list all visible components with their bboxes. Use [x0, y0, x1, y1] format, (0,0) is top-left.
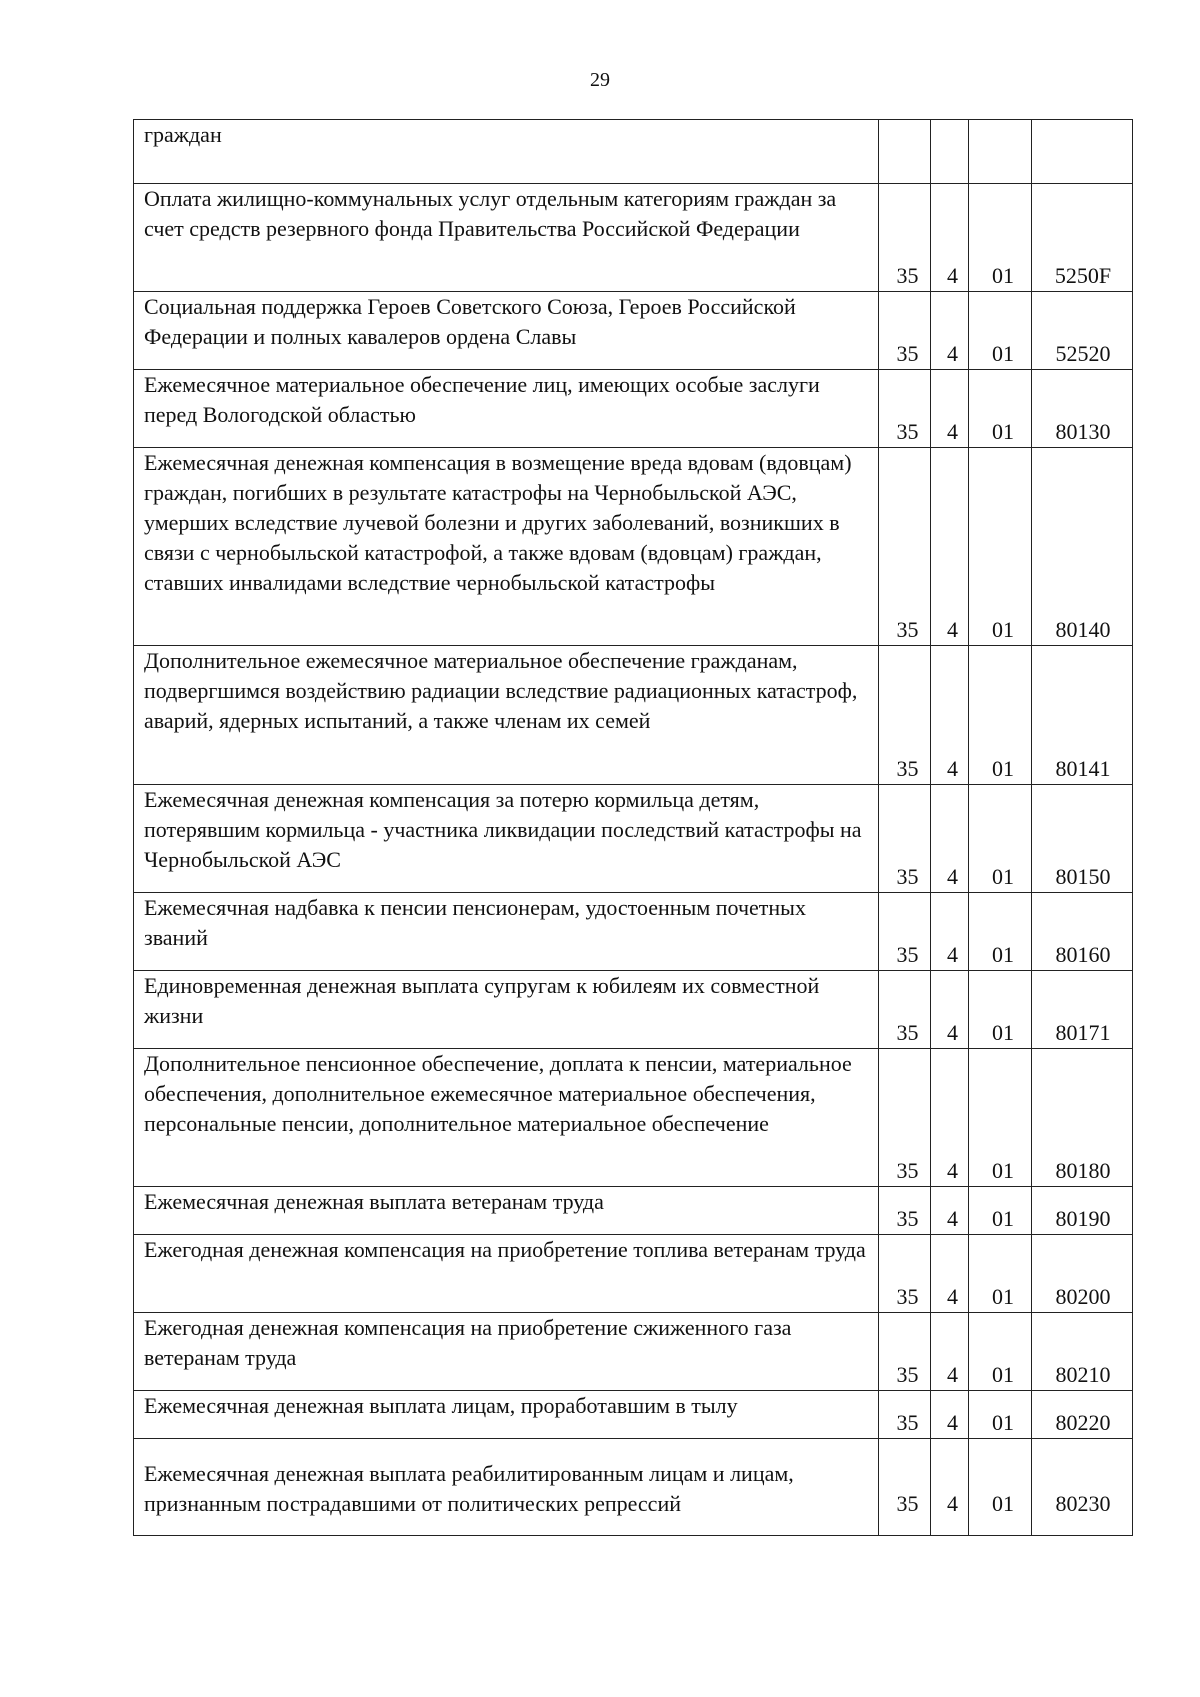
- row-code-subprogram: 4: [931, 1235, 969, 1313]
- row-code-direction: 80220: [1032, 1391, 1133, 1439]
- row-code-main-activity: 01: [969, 785, 1032, 893]
- row-code-direction: 80140: [1032, 448, 1133, 646]
- table-row: [134, 1313, 1133, 1391]
- row-description: Единовременная денежная выплата супругам к юбилеям их совместной жизни: [134, 971, 879, 1049]
- row-code-direction: 80171: [1032, 971, 1133, 1049]
- row-code-subprogram: 4: [931, 646, 969, 785]
- table-row: [134, 1391, 1133, 1439]
- row-code-program: 35: [879, 971, 931, 1049]
- row-code-program: 35: [879, 448, 931, 646]
- row-code-direction: 80210: [1032, 1313, 1133, 1391]
- row-code-subprogram: 4: [931, 448, 969, 646]
- row-code-subprogram: 4: [931, 1049, 969, 1187]
- row-description: Оплата жилищно-коммунальных услуг отдельным категориям граждан за счет средств резервного фонда Правительства Российской Федерации: [134, 184, 879, 292]
- table-row: [134, 1049, 1133, 1187]
- table-row: [134, 893, 1133, 971]
- row-description: Ежегодная денежная компенсация на приобретение топлива ветеранам труда: [134, 1235, 879, 1313]
- row-code-subprogram: 4: [931, 971, 969, 1049]
- table-row: [134, 1235, 1133, 1313]
- row-code-main-activity: 01: [969, 448, 1032, 646]
- table-row: [134, 785, 1133, 893]
- row-code-program: [879, 120, 931, 184]
- row-code-direction: [1032, 120, 1133, 184]
- row-description: Ежемесячное материальное обеспечение лиц, имеющих особые заслуги перед Вологодской областью: [134, 370, 879, 448]
- row-code-main-activity: 01: [969, 1391, 1032, 1439]
- row-code-subprogram: 4: [931, 1187, 969, 1235]
- table-row: [134, 448, 1133, 646]
- table-row: [134, 1439, 1133, 1536]
- table-row: [134, 370, 1133, 448]
- row-description: Ежегодная денежная компенсация на приобретение сжиженного газа ветеранам труда: [134, 1313, 879, 1391]
- row-code-program: 35: [879, 184, 931, 292]
- row-code-program: 35: [879, 646, 931, 785]
- table-row: [134, 120, 1133, 184]
- table-row: [134, 1187, 1133, 1235]
- row-code-direction: 80160: [1032, 893, 1133, 971]
- row-code-subprogram: [931, 120, 969, 184]
- row-description: Ежемесячная денежная компенсация за потерю кормильца детям, потерявшим кормильца - участника ликвидации последствий катастрофы на Чернобыльской АЭС: [134, 785, 879, 893]
- row-code-main-activity: 01: [969, 1235, 1032, 1313]
- budget-classification-table: [133, 119, 1133, 1536]
- row-code-subprogram: 4: [931, 1313, 969, 1391]
- row-code-subprogram: 4: [931, 893, 969, 971]
- table-row: [134, 292, 1133, 370]
- row-code-main-activity: 01: [969, 971, 1032, 1049]
- row-code-program: 35: [879, 1235, 931, 1313]
- row-code-subprogram: 4: [931, 1391, 969, 1439]
- row-code-main-activity: 01: [969, 370, 1032, 448]
- row-code-main-activity: 01: [969, 893, 1032, 971]
- page-number: 29: [590, 69, 610, 91]
- row-code-program: 35: [879, 1313, 931, 1391]
- row-code-program: 35: [879, 292, 931, 370]
- row-code-program: 35: [879, 1391, 931, 1439]
- row-code-subprogram: 4: [931, 184, 969, 292]
- row-code-direction: 80230: [1032, 1439, 1133, 1536]
- row-description: Ежемесячная денежная выплата лицам, проработавшим в тылу: [134, 1391, 879, 1439]
- row-code-program: 35: [879, 1049, 931, 1187]
- row-description: Дополнительное пенсионное обеспечение, доплата к пенсии, материальное обеспечения, дополнительное ежемесячное материальное обеспечения, персональные пенсии, дополнительное материальное обеспечение: [134, 1049, 879, 1187]
- row-code-subprogram: 4: [931, 785, 969, 893]
- row-code-subprogram: 4: [931, 1439, 969, 1536]
- row-code-program: 35: [879, 1187, 931, 1235]
- row-description: Ежемесячная денежная компенсация в возмещение вреда вдовам (вдовцам) граждан, погибших в результате катастрофы на Чернобыльской АЭС, умерших вследствие лучевой болезни и других заболеваний, возникших в связи с чернобыльской катастрофой, а также вдовам (вдовцам) граждан, ставших инвалидами вследствие чернобыльской катастрофы: [134, 448, 879, 646]
- table-row: [134, 646, 1133, 785]
- row-code-subprogram: 4: [931, 370, 969, 448]
- row-code-main-activity: 01: [969, 646, 1032, 785]
- row-description: Дополнительное ежемесячное материальное обеспечение гражданам, подвергшимся воздействию радиации вследствие радиационных катастроф, аварий, ядерных испытаний, а также членам их семей: [134, 646, 879, 785]
- row-code-main-activity: 01: [969, 292, 1032, 370]
- row-code-direction: 5250F: [1032, 184, 1133, 292]
- row-code-main-activity: [969, 120, 1032, 184]
- row-code-direction: 80141: [1032, 646, 1133, 785]
- table-row: [134, 184, 1133, 292]
- row-description: граждан: [134, 120, 879, 184]
- row-description: Ежемесячная денежная выплата реабилитированным лицам и лицам, признанным пострадавшими от политических репрессий: [134, 1439, 879, 1536]
- row-code-program: 35: [879, 893, 931, 971]
- row-code-direction: 80190: [1032, 1187, 1133, 1235]
- row-code-program: 35: [879, 1439, 931, 1536]
- row-description: Ежемесячная денежная выплата ветеранам труда: [134, 1187, 879, 1235]
- table-row: [134, 971, 1133, 1049]
- row-code-subprogram: 4: [931, 292, 969, 370]
- row-code-main-activity: 01: [969, 1313, 1032, 1391]
- row-code-main-activity: 01: [969, 1049, 1032, 1187]
- row-code-program: 35: [879, 370, 931, 448]
- row-code-main-activity: 01: [969, 1187, 1032, 1235]
- row-code-direction: 52520: [1032, 292, 1133, 370]
- row-code-direction: 80180: [1032, 1049, 1133, 1187]
- row-code-program: 35: [879, 785, 931, 893]
- row-code-direction: 80130: [1032, 370, 1133, 448]
- row-description: Ежемесячная надбавка к пенсии пенсионерам, удостоенным почетных званий: [134, 893, 879, 971]
- row-description: Социальная поддержка Героев Советского Союза, Героев Российской Федерации и полных кавалеров ордена Славы: [134, 292, 879, 370]
- row-code-main-activity: 01: [969, 1439, 1032, 1536]
- row-code-main-activity: 01: [969, 184, 1032, 292]
- row-code-direction: 80200: [1032, 1235, 1133, 1313]
- row-code-direction: 80150: [1032, 785, 1133, 893]
